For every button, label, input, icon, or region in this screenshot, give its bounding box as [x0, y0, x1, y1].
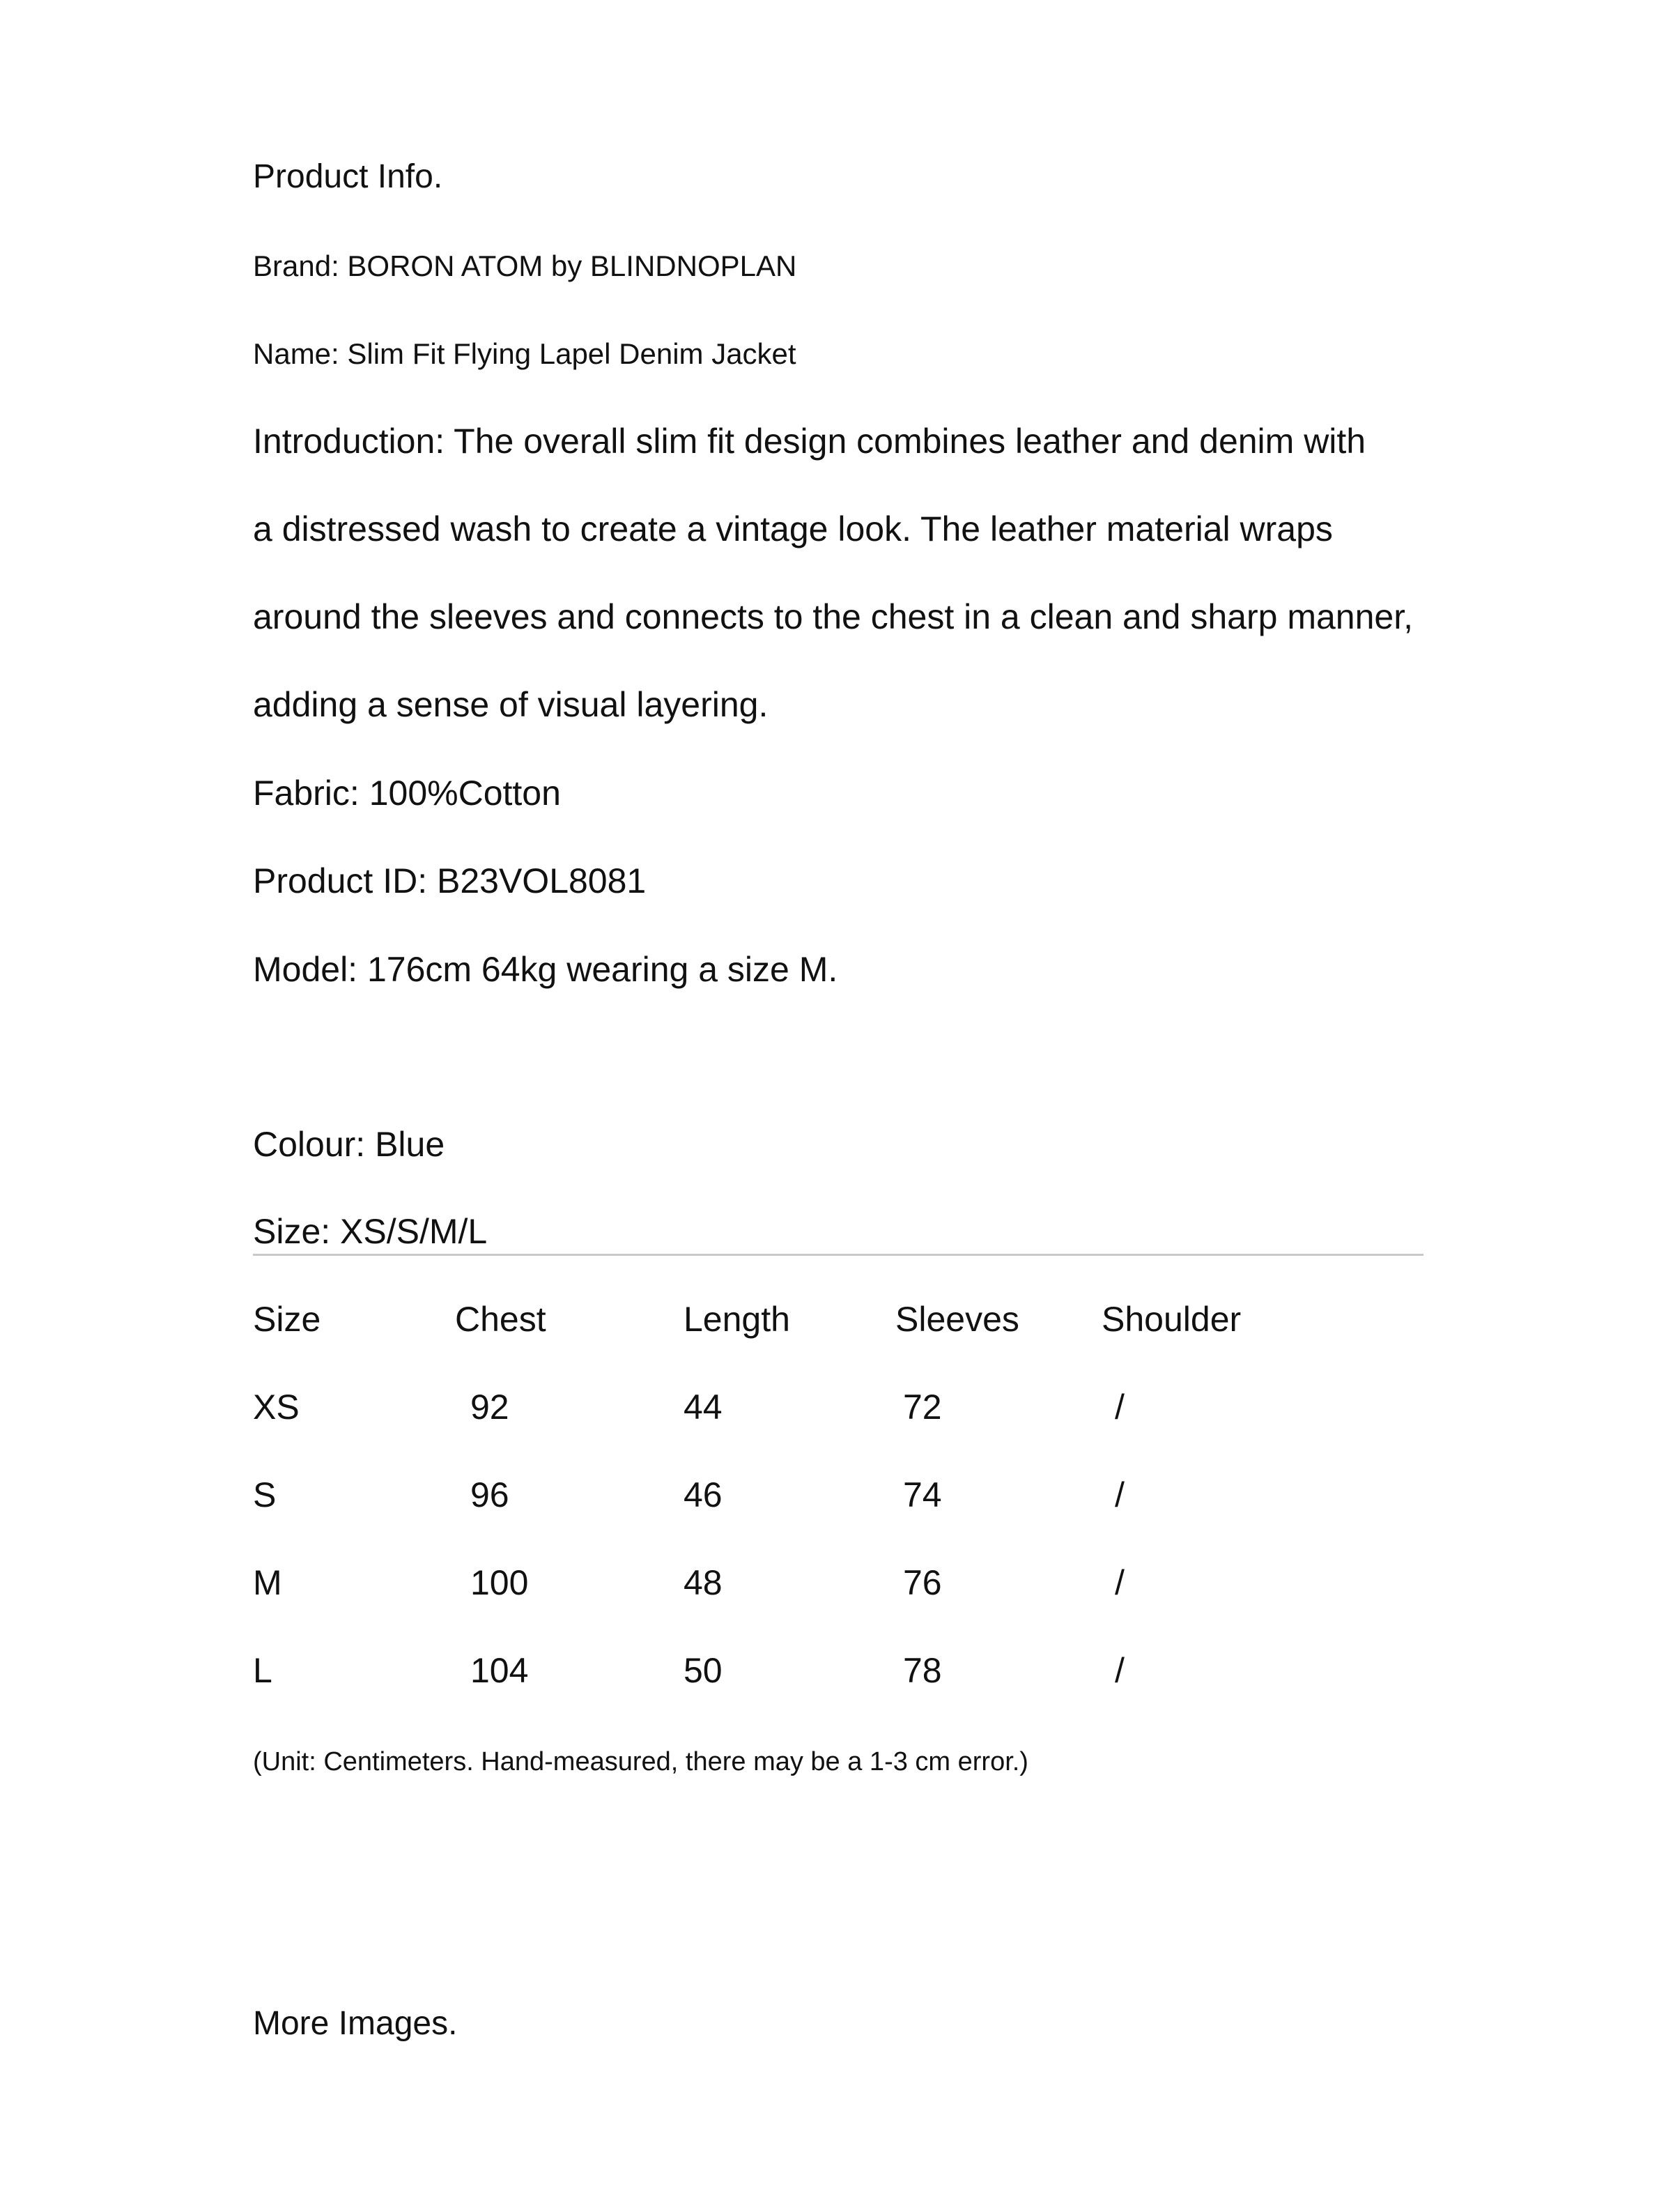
- table-cell: 50: [684, 1651, 723, 1690]
- table-cell: /: [1115, 1475, 1125, 1514]
- table-header-sleeves: Sleeves: [895, 1300, 1019, 1339]
- model-text: Model: 176cm 64kg wearing a size M.: [253, 950, 838, 989]
- divider: [253, 1254, 1423, 1256]
- table-cell: /: [1115, 1388, 1125, 1427]
- table-cell: 46: [684, 1475, 723, 1514]
- table-cell: L: [253, 1651, 272, 1690]
- size-text: Size: XS/S/M/L: [253, 1212, 488, 1251]
- colour-text: Colour: Blue: [253, 1125, 445, 1164]
- table-cell: M: [253, 1563, 282, 1602]
- table-cell: 44: [684, 1388, 723, 1427]
- product-id-text: Product ID: B23VOL8081: [253, 861, 647, 900]
- table-header-shoulder: Shoulder: [1102, 1300, 1242, 1339]
- page-title: Product Info.: [253, 158, 443, 195]
- more-images-heading: More Images.: [253, 2005, 458, 2042]
- table-header-length: Length: [684, 1300, 790, 1339]
- unit-note: (Unit: Centimeters. Hand-measured, there may be a 1-3 cm error.): [253, 1747, 1028, 1776]
- fabric-text: Fabric: 100%Cotton: [253, 774, 561, 813]
- table-cell: S: [253, 1475, 277, 1514]
- table-cell: 76: [903, 1563, 942, 1602]
- introduction-line: around the sleeves and connects to the chest in a clean and sharp manner,: [253, 597, 1413, 636]
- table-header-chest: Chest: [455, 1300, 546, 1339]
- product-name-text: Name: Slim Fit Flying Lapel Denim Jacket: [253, 337, 796, 370]
- table-cell: 74: [903, 1475, 942, 1514]
- table-cell: 104: [470, 1651, 529, 1690]
- table-cell: /: [1115, 1563, 1125, 1602]
- introduction-line: adding a sense of visual layering.: [253, 685, 769, 724]
- brand-text: Brand: BORON ATOM by BLINDNOPLAN: [253, 249, 797, 282]
- table-cell: 100: [470, 1563, 529, 1602]
- table-cell: 78: [903, 1651, 942, 1690]
- table-cell: /: [1115, 1651, 1125, 1690]
- table-cell: 92: [470, 1388, 509, 1427]
- table-cell: 72: [903, 1388, 942, 1427]
- table-cell: 48: [684, 1563, 723, 1602]
- table-cell: XS: [253, 1388, 300, 1427]
- table-cell: 96: [470, 1475, 509, 1514]
- introduction-line: Introduction: The overall slim fit design combines leather and denim with: [253, 422, 1366, 461]
- table-header-size: Size: [253, 1300, 321, 1339]
- introduction-line: a distressed wash to create a vintage look. The leather material wraps: [253, 509, 1333, 548]
